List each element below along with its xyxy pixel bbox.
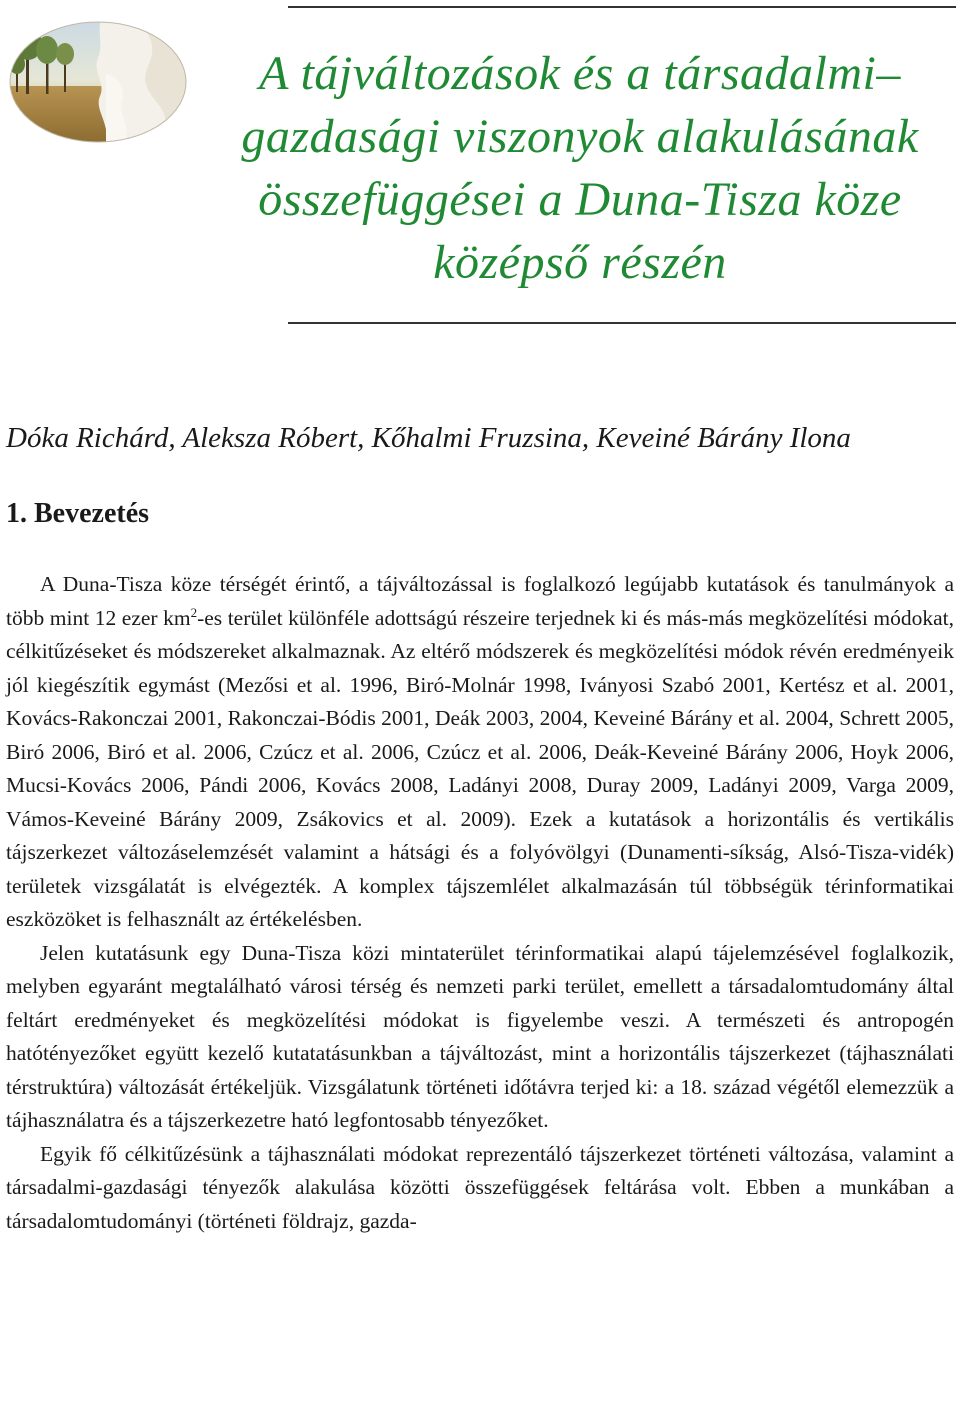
body-paragraph-1 — [6, 568, 954, 937]
author-list: Dóka Richárd, Aleksza Róbert, Kőhalmi Fruzsina, Keveiné Bárány Ilona — [6, 422, 851, 454]
article-body — [6, 568, 954, 1238]
article-title — [230, 42, 930, 294]
title-line-3: összefüggései a Duna-Tisza köze — [258, 173, 902, 226]
header-top-rule — [288, 6, 956, 8]
section-heading: 1. Bevezetés — [6, 498, 150, 529]
title-line-4: középső részén — [433, 236, 727, 289]
superscript-2: 2 — [190, 604, 198, 620]
header-bottom-rule — [288, 322, 956, 324]
paragraph-1-text-start: A Duna-Tisza köze térségét érintő, a tájváltozással is foglalkozó legújabb kutatások és tanulmányok a több mint 12 ezer km — [6, 572, 954, 630]
title-line-2: gazdasági viszonyok alakulásának — [241, 110, 919, 163]
landscape-silhouette-logo — [6, 14, 192, 144]
title-line-1: A tájváltozások és a társadalmi– — [259, 47, 901, 100]
paragraph-1-text-end: -es terület különféle adottságú részeire terjednek ki és más-más megközelítési módokat, célkitűzéseket és módszereket alkalmaznak. Az eltérő módszerek és megközelítési módok révén eredményeik jól kiegészítik egymást (Mezősi et al. 1996, Biró-Molnár 1998, Iványosi Szabó 2001, Kertész et al. 2001, Kovács-Rakonczai 2001, Rakonczai-Bódis 2001, Deák 2003, 2004, Keveiné Bárány et al. 2004, Schrett 2005, Biró 2006, Biró et al. 2006, Czúcz et al. 2006, Czúcz et al. 2006, Deák-Keveiné Bárány 2006, Hoyk 2006, Mucsi-Kovács 2006, Pándi 2006, Kovács 2008, Ladányi 2008, Duray 2009, Ladányi 2009, Varga 2009, Vámos-Keveiné Bárány 2009, Zsákovics et al. 2009). Ezek a kutatások a horizontális és vertikális tájszerkezet változáselemzését valamint a hátsági és a folyóvölgyi (Dunamenti-síkság, Alsó-Tisza-vidék) területek vizsgálatát is elvégezték. A komplex tájszemlélet alkalmazásán túl többségük térinformatikai eszközöket is felhasznált az értékelésben. — [6, 605, 954, 931]
body-paragraph-3: Egyik fő célkitűzésünk a tájhasználati módokat reprezentáló tájszerkezet történeti változása, valamint a társadalmi-gazdasági tényezők alakulása közötti összefüggések feltárása volt. Ebben a munkában a társadalomtudományi (történeti földrajz, gazda- — [6, 1141, 954, 1233]
body-paragraph-2: Jelen kutatásunk egy Duna-Tisza közi mintaterület térinformatikai alapú tájelemzésével foglalkozik, melyben egyaránt megtalálható városi térség és nemzeti parki terület, emellett a társadalomtudomány által feltárt eredményeket és megközelítési módokat is figyelembe veszi. A természeti és antropogén hatótényezőket együtt kezelő kutatatásunkban a tájváltozást, mint a horizontális tájszerkezet (tájhasználati térstruktúra) változását értékeljük. Vizsgálatunk történeti időtávra terjed ki: a 18. század végétől elemezzük a tájhasználatra és a tájszerkezetre ható legfontosabb tényezőket. — [6, 940, 954, 1132]
